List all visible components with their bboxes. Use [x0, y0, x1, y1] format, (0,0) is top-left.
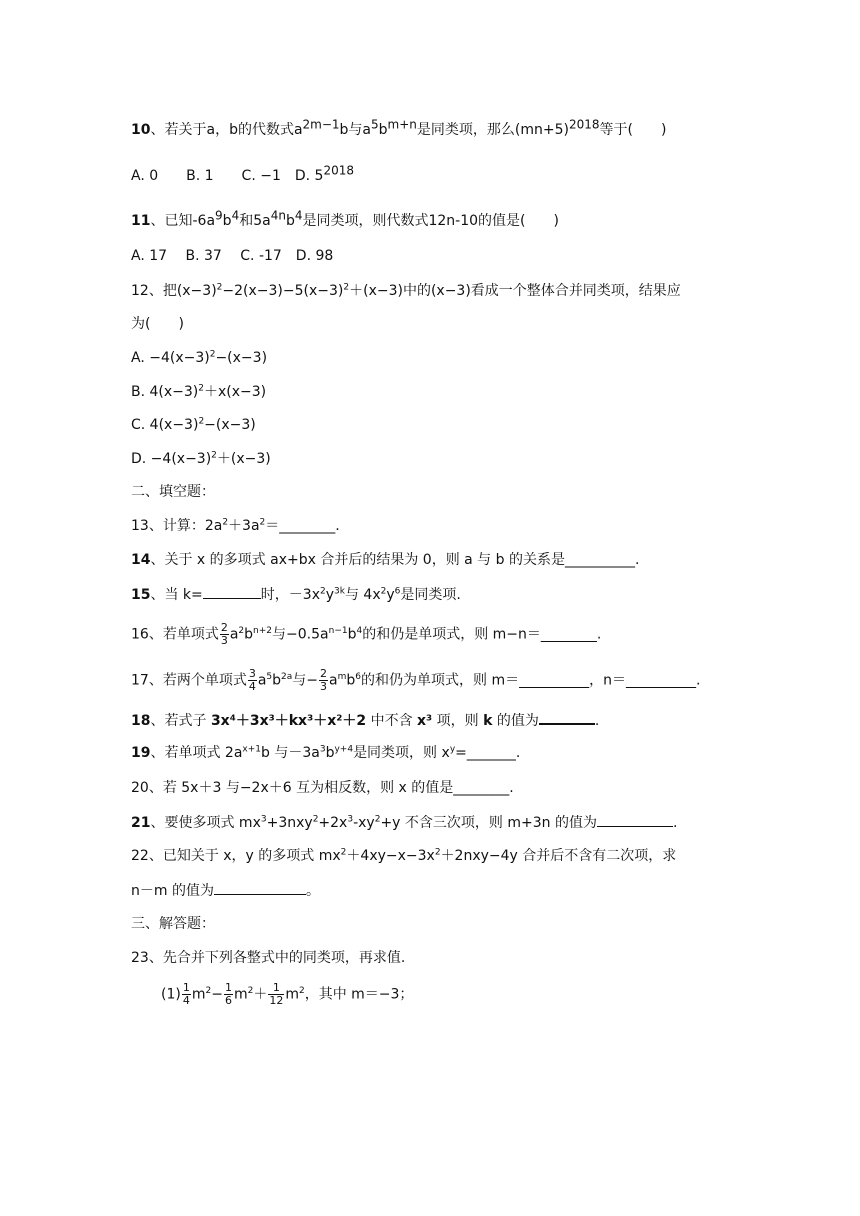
- question-17: 17、若两个单项式 $\frac{3}{4}$ $a^5b^{2a}$与− $\frac{2}{3}$ $a^mb^6$的和仍为单项式，则 m＝__________，n＝__________.: [131, 667, 701, 693]
- option-a: A. $-4(x-3)^2-(x-3)$: [131, 349, 268, 366]
- question-14: 14、关于 x 的多项式 ax+bx 合并后的结果为 0，则 a 与 b 的关系是__________.: [131, 552, 640, 568]
- question-21: 21、要使多项式 $mx^3+3nxy^2+2x^3-xy^2+y$ 不含三次项，则 m+3n 的值为 .: [131, 812, 677, 833]
- question-12-line2: 为( ): [131, 316, 184, 332]
- question-22-line2: n－m 的值为 。: [131, 880, 320, 901]
- option-c: C. $4(x-3)^2-(x-3)$: [131, 416, 256, 433]
- answer-blank[interactable]: [203, 584, 261, 599]
- question-number: 15: [131, 587, 151, 603]
- option-b: B. $4(x-3)^2+x(x-3)$: [131, 383, 267, 400]
- question-number: 21: [131, 815, 151, 831]
- fraction: $\frac{2}{3}$: [320, 667, 328, 693]
- question-23: 23、先合并下列各整式中的同类项，再求值.: [131, 950, 406, 966]
- answer-blank[interactable]: [597, 812, 673, 827]
- question-number: 11: [131, 213, 151, 229]
- question-23-part-1: (1) $\frac{1}{4}$ $m^2-$ $\frac{1}{6}$ $m^2+$ $\frac{1}{12}$ $m^2$，其中 m＝−3；: [161, 981, 414, 1007]
- question-19: 19、若单项式 $2a^{x+1}b$ 与$-3a^3b^{y+4}$是同类项，则 $x^y=\_\_\_\_\_\_\_$.: [131, 744, 521, 761]
- question-10-options: A. 0 B. 1 C. −1 D. $5^{2018}$: [131, 163, 354, 184]
- fraction: $\frac{1}{4}$: [182, 981, 190, 1007]
- answer-blank[interactable]: [539, 709, 595, 725]
- question-11: 11、已知$-6a^9b^4$和$5a^{4n}b^4$是同类项，则代数式12n-10的值是( ): [131, 208, 559, 229]
- fraction: $\frac{1}{12}$: [269, 981, 284, 1007]
- question-22: 22、已知关于 x，y 的多项式 $mx^2+4xy-x-3x^2+2nxy-4y$ 合并后不含有二次项，求: [131, 847, 677, 864]
- section-heading-solutions: 三、解答题：: [131, 916, 215, 932]
- fraction: $\frac{3}{4}$: [248, 667, 256, 693]
- question-15: 15、当 k= 时，$-3x^2y^{3k}$与 $4x^2y^6$是同类项.: [131, 584, 461, 605]
- section-heading-fill-in: 二、填空题：: [131, 484, 215, 500]
- fraction: $\frac{1}{6}$: [224, 981, 232, 1007]
- question-20: 20、若 5x＋3 与−2x＋6 互为相反数，则 x 的值是________.: [131, 780, 514, 796]
- question-10: 10、若关于a，b的代数式$a^{2m-1}b$与$a^5b^{m+n}$是同类项，那么$(mn+5)^{2018}$等于( ): [131, 117, 667, 138]
- fraction: $\frac{2}{3}$: [220, 621, 228, 647]
- answer-blank[interactable]: [214, 880, 306, 895]
- question-13: 13、计算：$2a^2+3a^2=\_\_\_\_\_\_\_\_$.: [131, 517, 340, 534]
- question-16: 16、若单项式 $\frac{2}{3}$ $a^2b^{n+2}$与$-0.5a^{n-1}b^4$的和仍是单项式，则 m−n＝________.: [131, 621, 602, 647]
- question-12: 12、把$(x-3)^2-2(x-3)-5(x-3)^2+(x-3)$中的(x−3)看成一个整体合并同类项，结果应: [131, 282, 681, 299]
- question-number: 19: [131, 745, 151, 761]
- option-d: D. $-4(x-3)^2+(x-3)$: [131, 450, 271, 467]
- question-11-options: A. 17 B. 37 C. -17 D. 98: [131, 248, 334, 264]
- question-number: 18: [131, 713, 151, 729]
- question-number: 14: [131, 552, 151, 568]
- question-number: 10: [131, 122, 151, 138]
- question-18: 18、若式子 3x⁴＋3x³＋kx³＋x²＋2 中不含 x³ 项，则 k 的值为 .: [131, 709, 599, 731]
